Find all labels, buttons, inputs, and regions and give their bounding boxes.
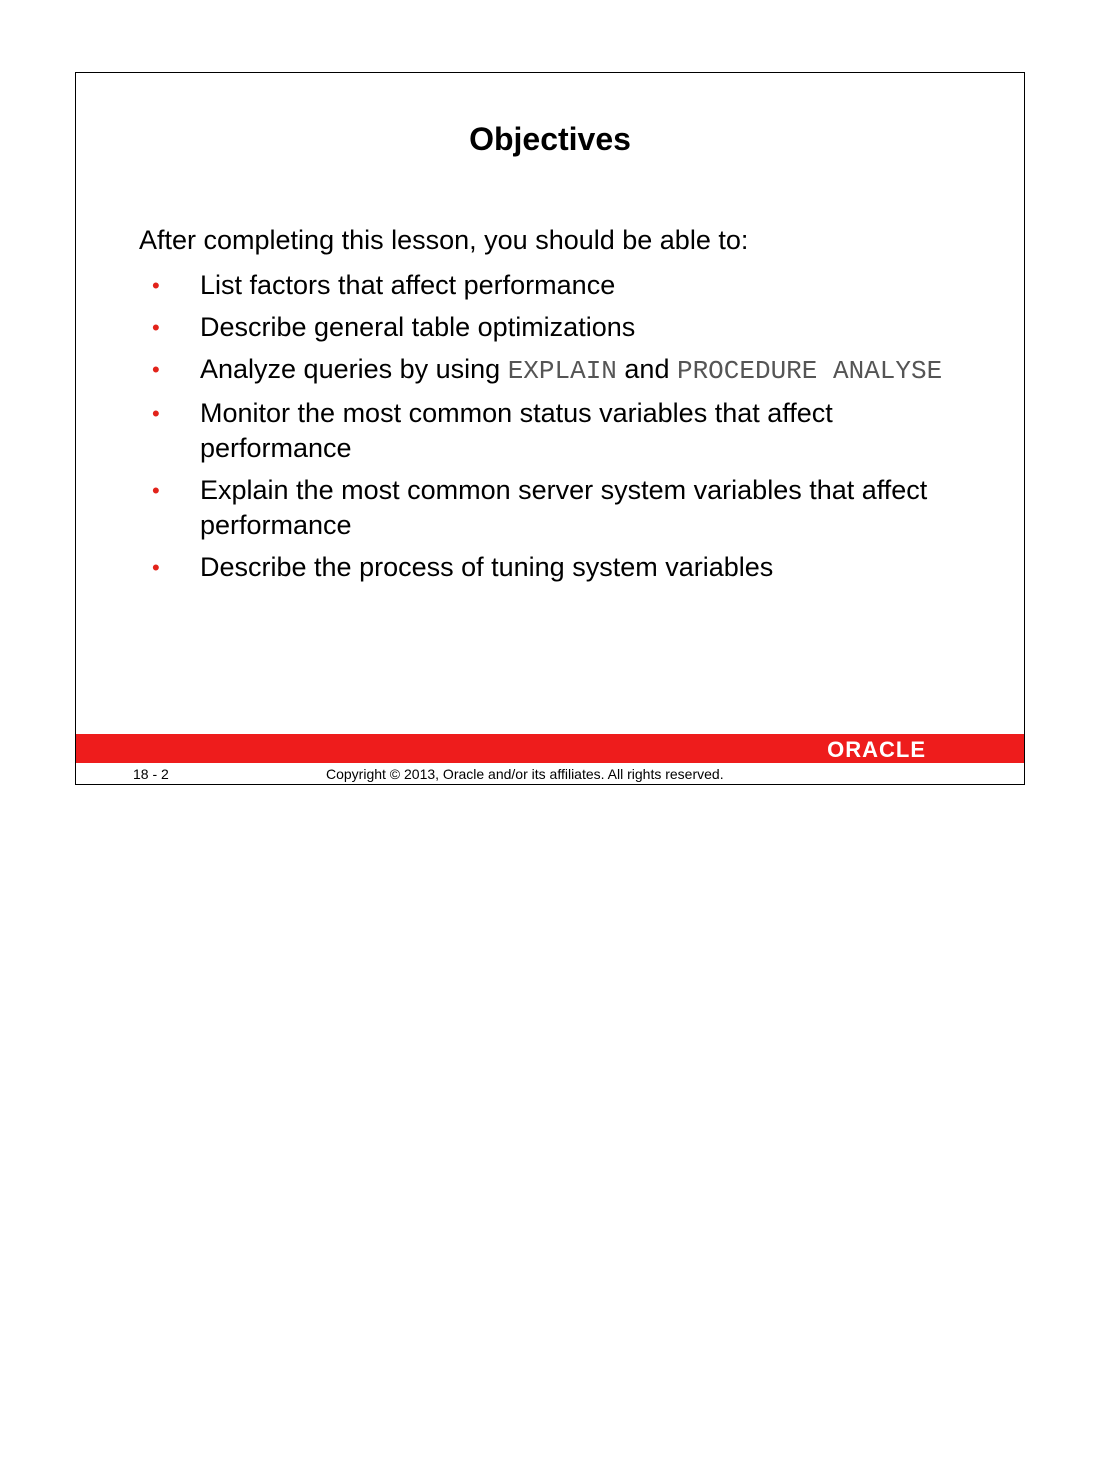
objectives-list bbox=[139, 268, 959, 592]
list-item bbox=[139, 310, 959, 345]
list-item bbox=[139, 473, 959, 543]
bullet-icon: • bbox=[152, 478, 160, 503]
bullet-icon: • bbox=[152, 273, 160, 298]
item-text: and bbox=[616, 354, 677, 384]
bullet-icon: • bbox=[152, 315, 160, 340]
page-number: 18 - 2 bbox=[133, 766, 169, 782]
code-procedure-analyse: PROCEDURE ANALYSE bbox=[676, 356, 943, 386]
item-text: Analyze queries by using bbox=[200, 354, 508, 384]
item-text: Describe the process of tuning system variables bbox=[200, 552, 774, 582]
list-item bbox=[139, 396, 959, 466]
footer-bar bbox=[76, 734, 1024, 763]
slide bbox=[75, 72, 1025, 785]
item-text: Describe general table optimizations bbox=[200, 312, 636, 342]
intro-text: After completing this lesson, you should be able to: bbox=[139, 225, 749, 255]
list-item bbox=[139, 352, 959, 389]
bullet-icon: • bbox=[152, 357, 160, 382]
item-text: List factors that affect performance bbox=[200, 270, 616, 300]
slide-title: Objectives bbox=[469, 121, 631, 157]
bullet-icon: • bbox=[152, 401, 160, 426]
item-text: Monitor the most common status variables that affect performance bbox=[200, 398, 833, 463]
copyright: Copyright © 2013, Oracle and/or its affiliates. All rights reserved. bbox=[326, 766, 724, 782]
oracle-logo: ORACLE bbox=[827, 737, 926, 762]
list-item bbox=[139, 268, 959, 303]
code-explain: EXPLAIN bbox=[507, 356, 617, 386]
item-text: Explain the most common server system variables that affect performance bbox=[200, 475, 928, 540]
list-item bbox=[139, 550, 959, 585]
bullet-icon: • bbox=[152, 555, 160, 580]
